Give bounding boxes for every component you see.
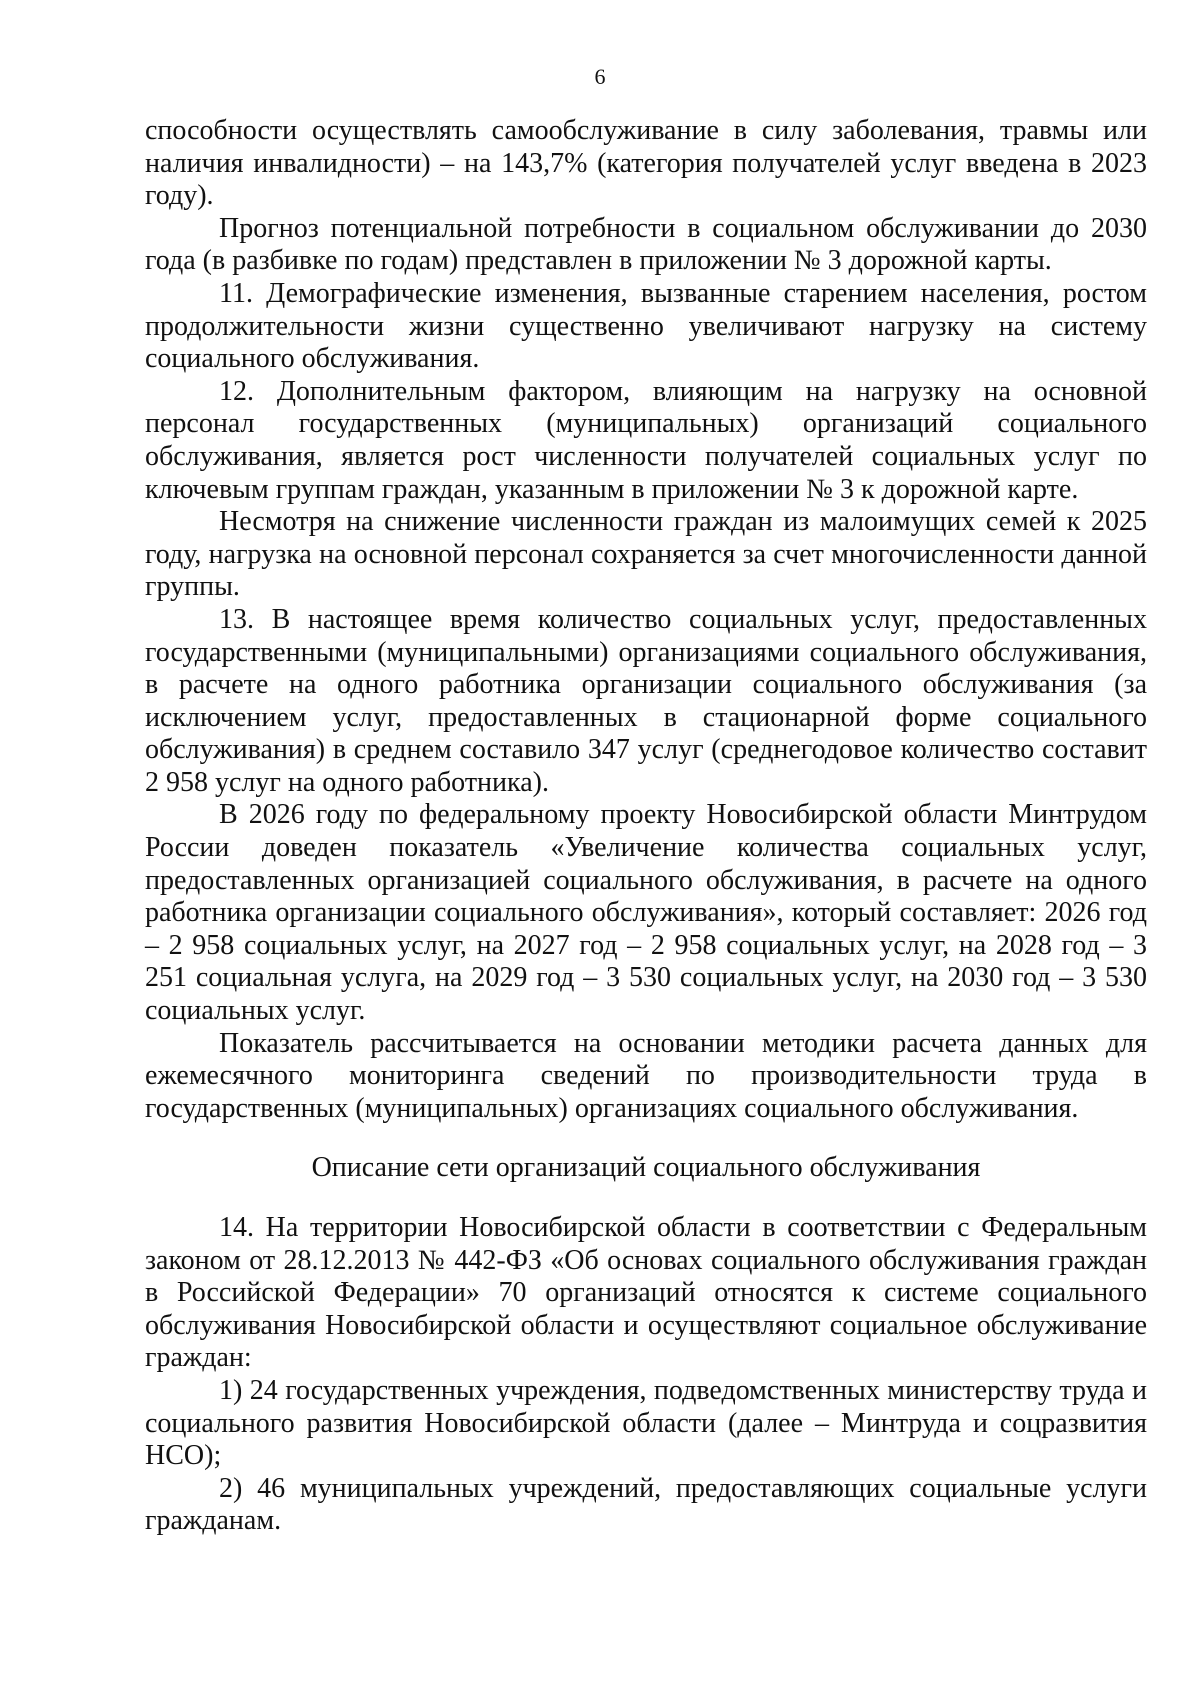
- document-body: [145, 115, 1147, 1538]
- paragraph-indicator-2026: В 2026 году по федеральному проекту Новосибирской области Минтрудом России доведен показатель «Увеличение количества социальных услуг, предоставленных организацией социального обслуживания, в расчете на одного работника организации социального обслуживания», который составляет: 2026 год – 2 958 социальных услуг, на 2027 год – 2 958 социальных услуг, на 2028 год – 3 251 социальная услуга, на 2029 год – 3 530 социальных услуг, на 2030 год – 3 530 социальных услуг.: [145, 799, 1147, 1027]
- list-item-2: 2) 46 муниципальных учреждений, предоставляющих социальные услуги гражданам.: [145, 1472, 1147, 1537]
- paragraph-continuation: способности осуществлять самообслуживание в силу заболевания, травмы или наличия инвалидности) – на 143,7% (категория получателей услуг введена в 2023 году).: [145, 115, 1147, 212]
- paragraph-forecast: Прогноз потенциальной потребности в социальном обслуживании до 2030 года (в разбивке по годам) представлен в приложении № 3 дорожной карты.: [145, 212, 1147, 277]
- list-item-1: 1) 24 государственных учреждения, подведомственных министерству труда и социального развития Новосибирской области (далее – Минтруда и соцразвития НСО);: [145, 1374, 1147, 1472]
- paragraph-item-13: 13. В настоящее время количество социальных услуг, предоставленных государственными (муниципальными) организациями социального обслуживания, в расчете на одного работника организации социального обслуживания (за исключением услуг, предоставленных в стационарной форме социального обслуживания) в среднем составило 347 услуг (среднегодовое количество составит 2 958 услуг на одного работника).: [145, 603, 1147, 798]
- page-number: 6: [594, 64, 606, 89]
- paragraph-methodology: Показатель рассчитывается на основании методики расчета данных для ежемесячного мониторинга сведений по производительности труда в государственных (муниципальных) организациях социального обслуживания.: [145, 1027, 1147, 1124]
- paragraph-low-income: Несмотря на снижение численности граждан из малоимущих семей к 2025 году, нагрузка на основной персонал сохраняется за счет многочисленности данной группы.: [145, 506, 1147, 603]
- section-heading: Описание сети организаций социального обслуживания: [311, 1152, 981, 1184]
- paragraph-item-14: 14. На территории Новосибирской области в соответствии с Федеральным законом от 28.12.2013 № 442-ФЗ «Об основах социального обслуживания граждан в Российской Федерации» 70 организаций относятся к системе социального обслуживания Новосибирской области и осуществляют социальное обслуживание граждан:: [145, 1212, 1147, 1374]
- paragraph-item-11: 11. Демографические изменения, вызванные старением населения, ростом продолжительности жизни существенно увеличивают нагрузку на систему социального обслуживания.: [145, 277, 1147, 375]
- paragraph-item-12: 12. Дополнительным фактором, влияющим на нагрузку на основной персонал государственных (муниципальных) организаций социального обслуживания, является рост численности получателей социальных услуг по ключевым группам граждан, указанным в приложении № 3 к дорожной карте.: [145, 375, 1147, 505]
